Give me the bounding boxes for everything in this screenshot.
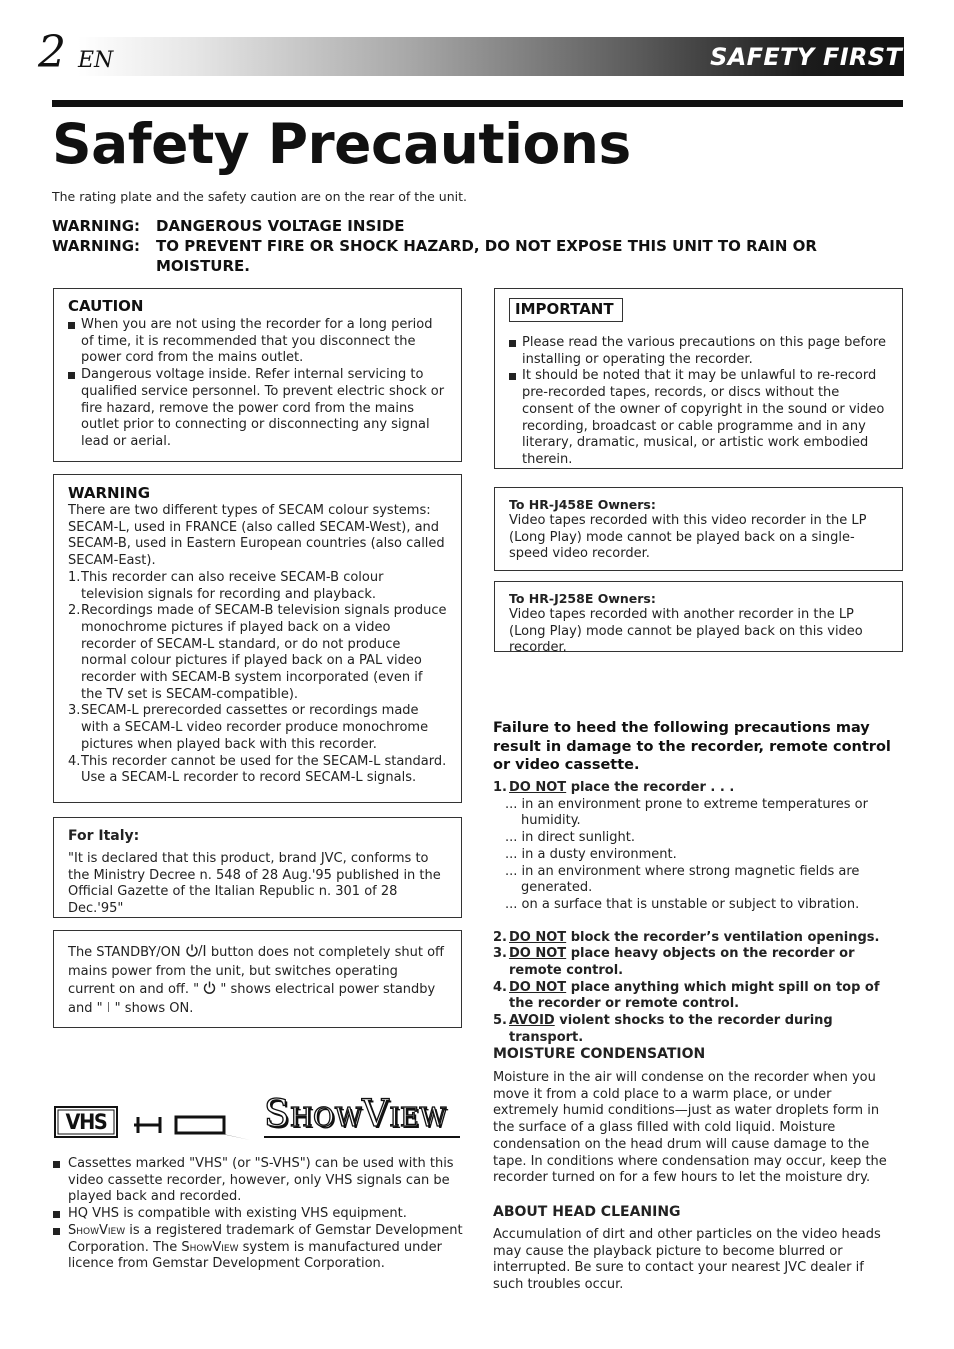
caution-list <box>68 317 447 451</box>
head-cleaning-heading: ABOUT HEAD CLEANING <box>493 1204 681 1220</box>
trademark-list <box>53 1156 465 1273</box>
list-item: Please read the various precautions on this page before installing or operating the recorder. <box>509 335 888 368</box>
standby-icon <box>203 981 216 994</box>
hr-j258e-box <box>494 581 903 656</box>
italy-box <box>53 817 462 918</box>
vhs-logo-text: VHS <box>65 1110 107 1134</box>
warning-label-2: WARNING: <box>52 237 141 255</box>
secam-warning-intro: There are two different types of SECAM colour systems: SECAM-L, used in FRANCE (also called SECAM-West), and SECAM-B, used in Eastern European countries (also called SECAM-East). <box>68 503 445 569</box>
secam-warning-heading: WARNING <box>68 484 151 502</box>
italy-text: "It is declared that this product, brand JVC, conforms to the Ministry Decree n. 548 of 28 Aug.'95 published in the Official Gazette of the Italian Republic n. 301 of 28 Dec.'95" <box>68 851 441 917</box>
standby-on-icon <box>185 944 207 957</box>
caution-heading: CAUTION <box>68 297 144 315</box>
warning-text: DANGEROUS VOLTAGE INSIDE <box>156 217 405 235</box>
list-item: 4. DO NOT place anything which might spill on top of the recorder or remote control. <box>493 979 880 1012</box>
list-item: 1. DO NOT place the recorder . . . <box>493 780 735 795</box>
secam-warning-list <box>68 570 447 787</box>
head-cleaning-text: Accumulation of dirt and other particles on the video heads may cause the playback picture to become blurred or interrupted. Be sure to contact your nearest JVC dealer if such troubles occur. <box>493 1227 881 1293</box>
important-box <box>494 288 903 469</box>
list-item: 4. This recorder cannot be used for the SECAM-L standard. Use a SECAM-L recorder to record SECAM-L signals. <box>68 753 447 786</box>
important-list <box>509 335 888 469</box>
hq-logo-mark <box>134 1110 254 1142</box>
list-item: HQ VHS is compatible with existing VHS equipment. <box>53 1206 465 1223</box>
failure-list <box>493 780 903 1047</box>
page-language: EN <box>78 48 114 73</box>
italy-heading: For Italy: <box>68 828 140 844</box>
warning-text-2: TO PREVENT FIRE OR SHOCK HAZARD, DO NOT EXPOSE THIS UNIT TO RAIN OR MOISTURE. <box>156 237 817 275</box>
list-item: It should be noted that it may be unlawful to re-record pre-recorded tapes, records, or discs without the consent of the owner of copyright in the sound or video recording, broadcast or cable programme and in any literary, dramatic, musical, or artistic work embodied therein. <box>509 368 888 468</box>
hr-j258e-text: Video tapes recorded with another recorder in the LP (Long Play) mode cannot be played back on this video recorder. <box>509 607 863 656</box>
warning-label: WARNING: <box>52 217 141 235</box>
list-item: 2. Recordings made of SECAM-B television signals produce monochrome pictures if played back on a video recorder of SECAM-L standard, or do not produce normal colour pictures if played back on a PAL video recorder with SECAM-B system incorporated (even if the TV set is SECAM-compatible). <box>68 603 447 702</box>
on-symbol: I <box>106 1000 111 1016</box>
failure-heading: Failure to heed the following precautions may result in damage to the recorder, remote control or video cassette. <box>493 720 891 773</box>
failure-item-1 <box>493 780 903 797</box>
vhs-logo <box>54 1106 118 1138</box>
list-item: ... in an environment where strong magnetic fields are generated. <box>505 863 860 896</box>
standby-text: The STANDBY/ON button does not completely shut off mains power from the unit, but switches operating current on and off. " " shows electrical power standby and " I " shows ON. <box>68 945 444 1016</box>
moisture-heading: MOISTURE CONDENSATION <box>493 1046 706 1062</box>
list-item: ... in direct sunlight. <box>505 830 636 846</box>
warning-line-1 <box>52 216 405 236</box>
caution-box <box>53 288 462 462</box>
secam-warning-box <box>53 474 462 803</box>
list-item: 3. DO NOT place heavy objects on the recorder or remote control. <box>493 946 855 979</box>
hr-j458e-text: Video tapes recorded with this video recorder in the LP (Long Play) mode cannot be played back on a single-speed video recorder. <box>509 513 867 562</box>
page-title: Safety Precautions <box>52 112 631 176</box>
list-item: Cassettes marked "VHS" (or "S-VHS") can be used with this video cassette recorder, however, only VHS signals can be played back and recorded. <box>53 1156 465 1206</box>
standby-box <box>53 930 462 1028</box>
header-rule <box>52 100 903 107</box>
list-item: ShowView is a registered trademark of Gemstar Development Corporation. The ShowView system is manufactured under licence from Gemstar Development Corporation. <box>53 1223 465 1273</box>
failure-items-2-5 <box>493 930 903 1047</box>
list-item: ... on a surface that is unstable or subject to vibration. <box>505 896 860 912</box>
hr-j258e-heading: To HR-J258E Owners: <box>509 591 656 606</box>
hr-j458e-heading: To HR-J458E Owners: <box>509 497 656 512</box>
intro-text: The rating plate and the safety caution are on the rear of the unit. <box>52 189 467 204</box>
failure-sub-list <box>493 797 903 914</box>
hr-j458e-box <box>494 487 903 571</box>
list-item: 5. AVOID violent shocks to the recorder during transport. <box>493 1013 833 1045</box>
moisture-text: Moisture in the air will condense on the recorder when you move it from a cold place to a warm place, or under extremely humid conditions—just as water droplets form in the surface of a glass filled with cold liquid. Moisture condensation on the head drum will cause damage to the tape. In conditions where condensation may occur, keep the recorder turned on for a few hours to let the moisture dry. <box>493 1070 887 1186</box>
showview-logo <box>262 1094 462 1140</box>
list-item: 3. SECAM-L prerecorded cassettes or recordings made with a SECAM-L video recorder produce monochrome pictures when played back with this recorder. <box>68 703 429 752</box>
list-item: Dangerous voltage inside. Refer internal servicing to qualified service personnel. To prevent electric shock or fire hazard, remove the power cord from the mains outlet prior to connecting or disconnecting any signal lead or aerial. <box>68 367 447 451</box>
list-item: When you are not using the recorder for a long period of time, it is recommended that you disconnect the power cord from the mains outlet. <box>68 317 447 367</box>
important-heading: IMPORTANT <box>509 298 623 322</box>
showview-underline <box>264 1136 460 1138</box>
list-item: ... in an environment prone to extreme temperatures or humidity. <box>505 796 868 829</box>
showview-logo-text: ShowView <box>264 1092 447 1135</box>
section-title: SAFETY FIRST <box>710 43 902 71</box>
page-number: 2 <box>38 27 66 78</box>
list-item: ... in a dusty environment. <box>505 846 677 862</box>
hq-logo-text <box>134 1110 136 1111</box>
list-item: 1. This recorder can also receive SECAM-B colour television signals for recording and playback. <box>68 569 384 602</box>
list-item: 2. DO NOT block the recorder’s ventilation openings. <box>493 929 880 945</box>
hq-logo <box>134 1110 254 1142</box>
